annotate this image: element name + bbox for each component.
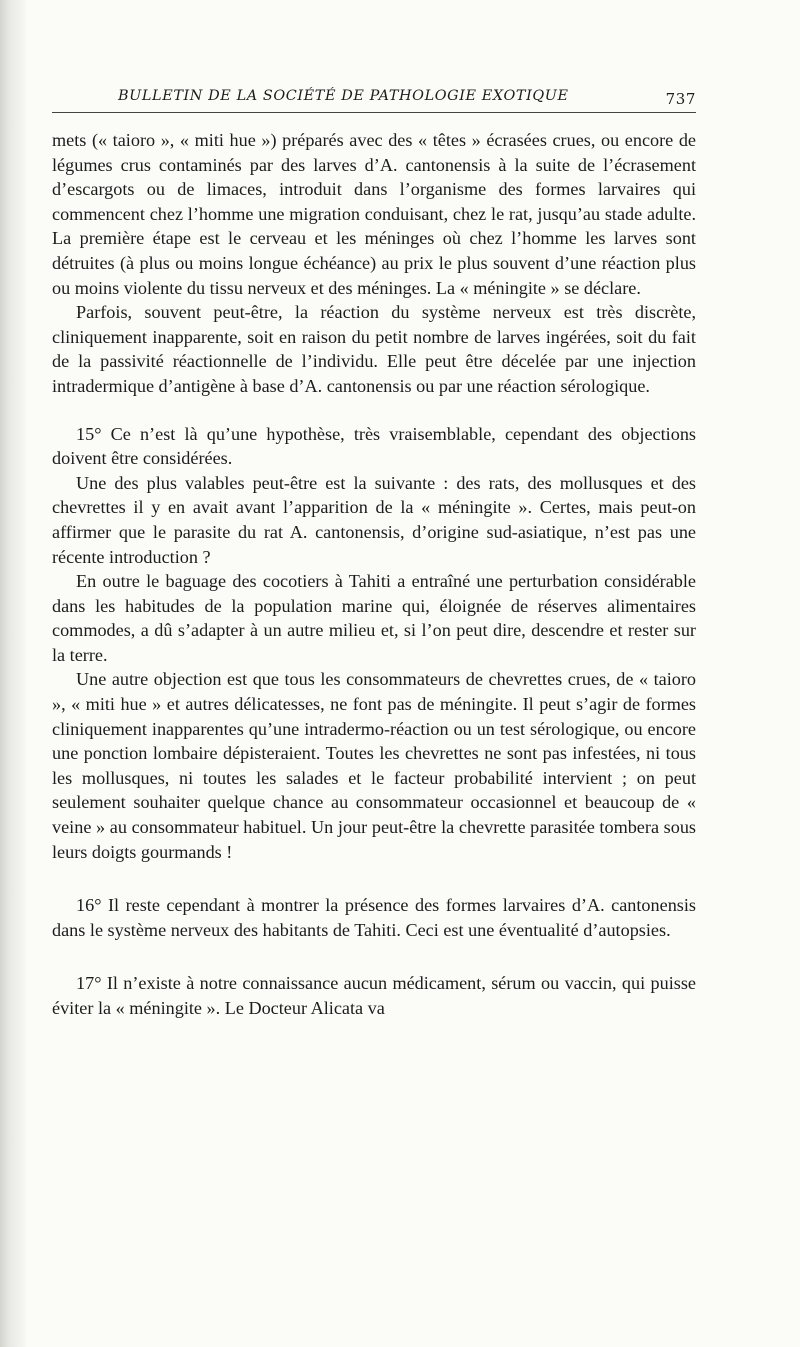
page-number: 737 [665, 90, 696, 108]
paragraph: 15° Ce n’est là qu’une hypothèse, très vraisemblable, cependant des objections doivent être considérées. [52, 423, 696, 469]
journal-title: BULLETIN DE LA SOCIÉTÉ DE PATHOLOGIE EXOTIQUE [118, 88, 569, 104]
paragraph: En outre le baguage des cocotiers à Tahiti a entraîné une perturbation considérable dans les habitudes de la population marine qui, éloignée de réserves alimentaires commodes, a dû s’adapter à un autre milieu et, si l’on peut dire, descendre et rester sur la terre. [52, 571, 696, 665]
section-break [52, 399, 696, 422]
paragraph: Parfois, souvent peut-être, la réaction du système nerveux est très discrète, cliniquement inapparente, soit en raison du petit nombre de larves ingérées, soit du fait de la passivité réactionnelle de l’individu. Elle peut être décelée par une injection intradermique d’antigène à base d’A. cantonensis ou par une réaction sérologique. [52, 302, 696, 396]
page-gutter-shadow [0, 0, 26, 1347]
paragraph: 16° Il reste cependant à montrer la présence des formes larvaires d’A. cantonensis dans le système nerveux des habitants de Tahiti. Ceci est une éventualité d’autopsies. [52, 895, 696, 940]
paragraph: mets (« taioro », « miti hue ») préparés avec des « têtes » écrasées crues, ou encore de légumes crus contaminés par des larves d’A. cantonensis à la suite de l’écrasement d’escargots ou de limaces, introduit dans l’organisme des formes larvaires qui commencent chez l’homme une migration conduisant, chez le rat, jusqu’au stade adulte. La première étape est le cerveau et les méninges où chez l’homme les larves sont détruites (à plus ou moins longue échéance) au prix le plus souvent d’une réaction plus ou moins violente du tissu nerveux et des méninges. La « méningite » se déclare. [52, 130, 696, 298]
paragraph: Une des plus valables peut-être est la suivante : des rats, des mollusques et des chevrettes il y en avait avant l’apparition de la « méningite ». Certes, mais peut-on affirmer que le parasite du rat A. cantonensis, d’origine sud-asiatique, n’est pas une récente introduction ? [52, 472, 696, 567]
paragraph: 17° Il n’existe à notre connaissance aucun médicament, sérum ou vaccin, qui puisse éviter la « méningite ». Le Docteur Alicata va [52, 973, 696, 1018]
body-text [52, 128, 696, 1021]
section-break [52, 942, 696, 971]
section-break [52, 864, 696, 893]
running-header [52, 86, 696, 113]
paragraph: Une autre objection est que tous les consommateurs de chevrettes crues, de « taioro », « miti hue » et autres délicatesses, ne font pas de méningite. Il peut s’agir de formes cliniquement inapparentes qu’une intradermo-réaction ou un test sérologique, ou encore une ponction lombaire dépisteraient. Toutes les chevrettes ne sont pas infestées, ni tous les mollusques, ni toutes les salades et le facteur probabilité intervient ; on peut seulement souhaiter quelque chance au consommateur occasionnel et beaucoup de « veine » au consommateur habituel. Un jour peut-être la chevrette parasitée tombera sous leurs doigts gourmands ! [52, 669, 696, 862]
